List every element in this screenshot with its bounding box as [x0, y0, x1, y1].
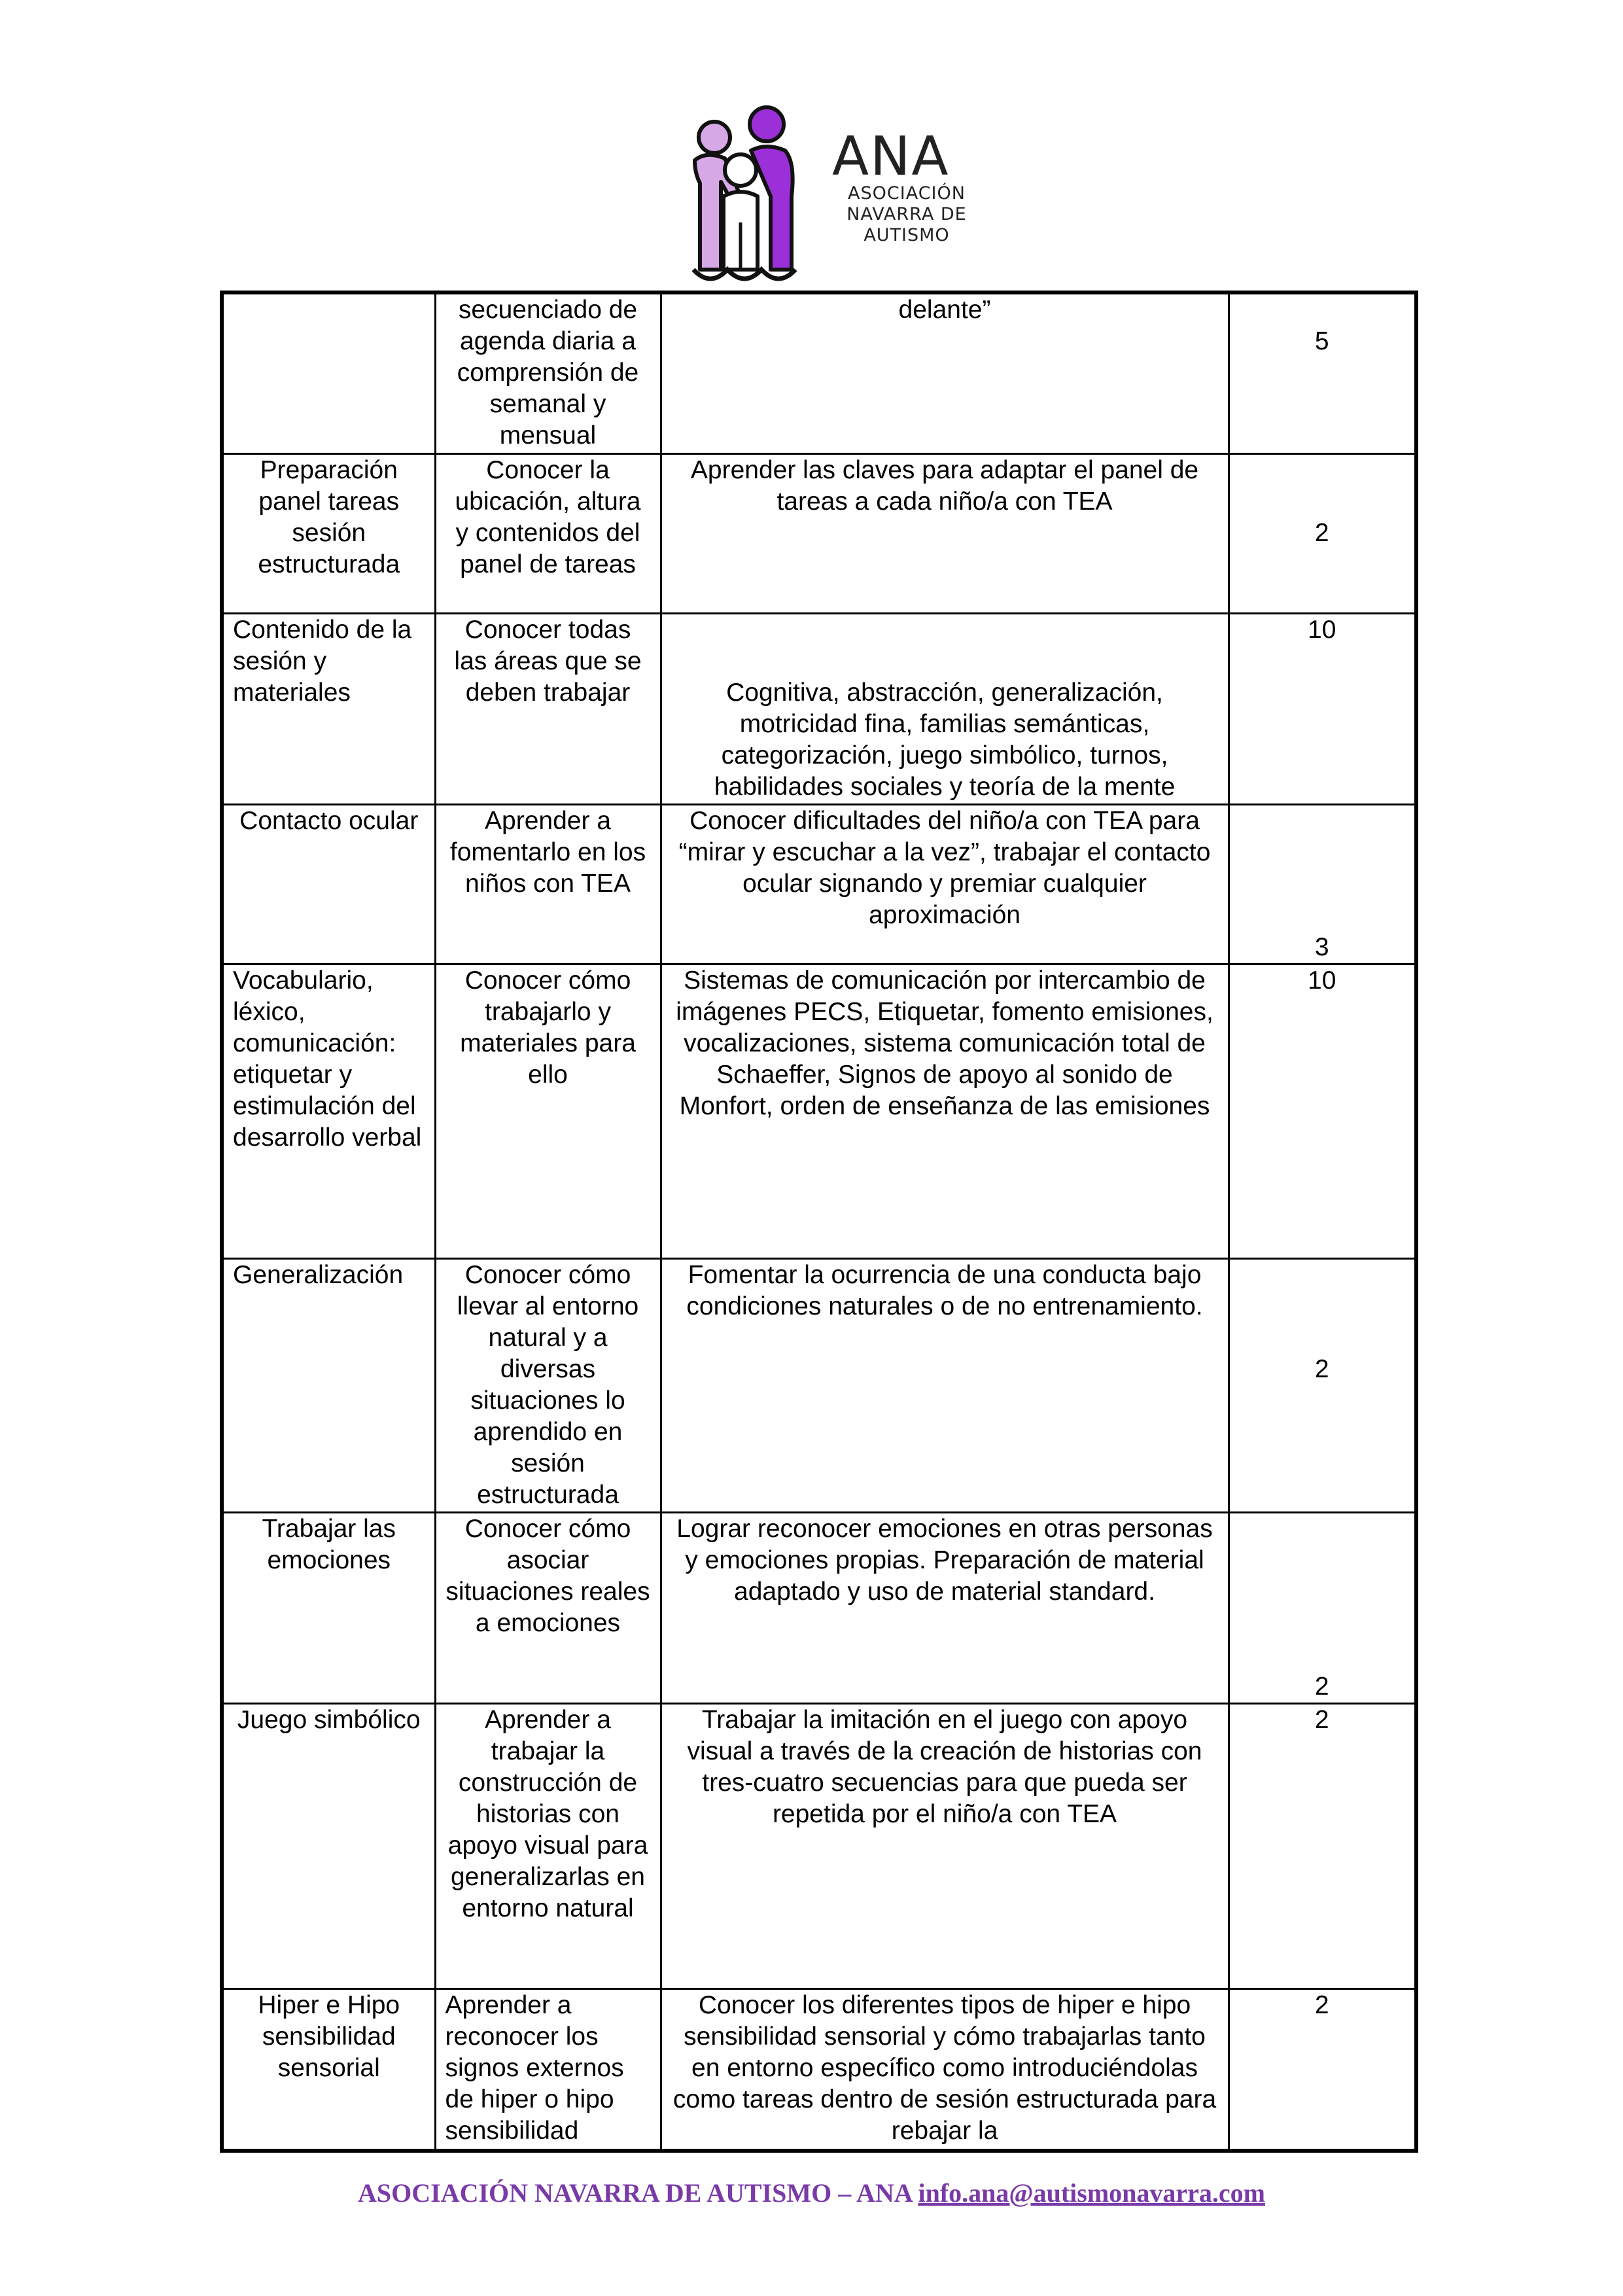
topic-cell: Contenido de la sesión y materiales: [222, 613, 435, 804]
table-row: [222, 453, 1416, 613]
logo-subtitle: [835, 183, 979, 246]
content-cell: Aprender las claves para adaptar el panel de tareas a cada niño/a con TEA: [661, 453, 1229, 613]
objective-cell: Conocer todas las áreas que se deben trabajar: [435, 613, 661, 804]
table-row: [222, 1988, 1416, 2151]
objective-cell: Aprender a trabajar la construcción de historias con apoyo visual para generalizarlas en entorno natural: [435, 1703, 661, 1988]
objective-cell: Aprender a fomentarlo en los niños con TEA: [435, 804, 661, 964]
hours-cell: 2: [1229, 1703, 1416, 1988]
table-row: [222, 1258, 1416, 1512]
logo-subtitle-line: NAVARRA DE: [846, 204, 967, 224]
footer-email-link[interactable]: info.ana@autismonavarra.com: [918, 2178, 1265, 2208]
content-cell: Conocer dificultades del niño/a con TEA para “mirar y escuchar a la vez”, trabajar el contacto ocular signando y premiar cualquier aproximación: [661, 804, 1229, 964]
hours-cell: 10: [1229, 613, 1416, 804]
table-row: [222, 1703, 1416, 1988]
objective-cell: Conocer cómo trabajarlo y materiales para ello: [435, 964, 661, 1258]
objective-cell: secuenciado de agenda diaria a comprensión de semanal y mensual: [435, 292, 661, 453]
content-cell: Fomentar la ocurrencia de una conducta bajo condiciones naturales o de no entrenamiento.: [661, 1258, 1229, 1512]
table-row: [222, 292, 1416, 453]
content-cell: Trabajar la imitación en el juego con apoyo visual a través de la creación de historias con tres-cuatro secuencias para que pueda ser repetida por el niño/a con TEA: [661, 1703, 1229, 1988]
topic-cell: Contacto ocular: [222, 804, 435, 964]
objective-cell: Conocer cómo asociar situaciones reales a emociones: [435, 1512, 661, 1703]
footer-org-text: ASOCIACIÓN NAVARRA DE AUTISMO – ANA: [358, 2178, 912, 2208]
content-cell: Sistemas de comunicación por intercambio de imágenes PECS, Etiquetar, fomento emisiones, vocalizaciones, sistema comunicación total de Schaeffer, Signos de apoyo al sonido de Monfort, orden de enseñanza de las emisiones: [661, 964, 1229, 1258]
table-row: [222, 613, 1416, 804]
course-content-table: [220, 291, 1418, 2153]
content-cell: Cognitiva, abstracción, generalización, motricidad fina, familias semánticas, categorización, juego simbólico, turnos, habilidades sociales y teoría de la mente: [661, 613, 1229, 804]
topic-cell: [222, 292, 435, 453]
logo-subtitle-line: AUTISMO: [864, 225, 950, 245]
hours-cell: 3: [1229, 804, 1416, 964]
content-cell: delante”: [661, 292, 1229, 453]
hours-cell: 2: [1229, 1258, 1416, 1512]
objective-cell: Conocer cómo llevar al entorno natural y a diversas situaciones lo aprendido en sesión estructurada: [435, 1258, 661, 1512]
hours-cell: 2: [1229, 1988, 1416, 2151]
topic-cell: Trabajar las emociones: [222, 1512, 435, 1703]
hours-cell: 10: [1229, 964, 1416, 1258]
hours-cell: 2: [1229, 1512, 1416, 1703]
content-cell: Lograr reconocer emociones en otras personas y emociones propias. Preparación de material adaptado y uso de material standard.: [661, 1512, 1229, 1703]
hours-cell: 2: [1229, 453, 1416, 613]
topic-cell: Hiper e Hipo sensibilidad sensorial: [222, 1988, 435, 2151]
topic-cell: Vocabulario, léxico, comunicación: etiquetar y estimulación del desarrollo verbal: [222, 964, 435, 1258]
topic-cell: Preparación panel tareas sesión estructurada: [222, 453, 435, 613]
page-footer: [0, 2178, 1623, 2208]
objective-cell: Conocer la ubicación, altura y contenidos del panel de tareas: [435, 453, 661, 613]
ana-logo: [680, 98, 968, 294]
topic-cell: Generalización: [222, 1258, 435, 1512]
objective-cell: Aprender a reconocer los signos externos de hiper o hipo sensibilidad: [435, 1988, 661, 2151]
table-row: [222, 1512, 1416, 1703]
logo-title: ANA: [832, 126, 950, 188]
family-logo-icon: [680, 98, 831, 294]
topic-cell: Juego simbólico: [222, 1703, 435, 1988]
table-row: [222, 964, 1416, 1258]
table-row: [222, 804, 1416, 964]
hours-cell: 5: [1229, 292, 1416, 453]
content-cell: Conocer los diferentes tipos de hiper e hipo sensibilidad sensorial y cómo trabajarlas tanto en entorno específico como introduciéndolas como tareas dentro de sesión estructurada para rebajar la: [661, 1988, 1229, 2151]
logo-subtitle-line: ASOCIACIÓN: [848, 183, 966, 203]
